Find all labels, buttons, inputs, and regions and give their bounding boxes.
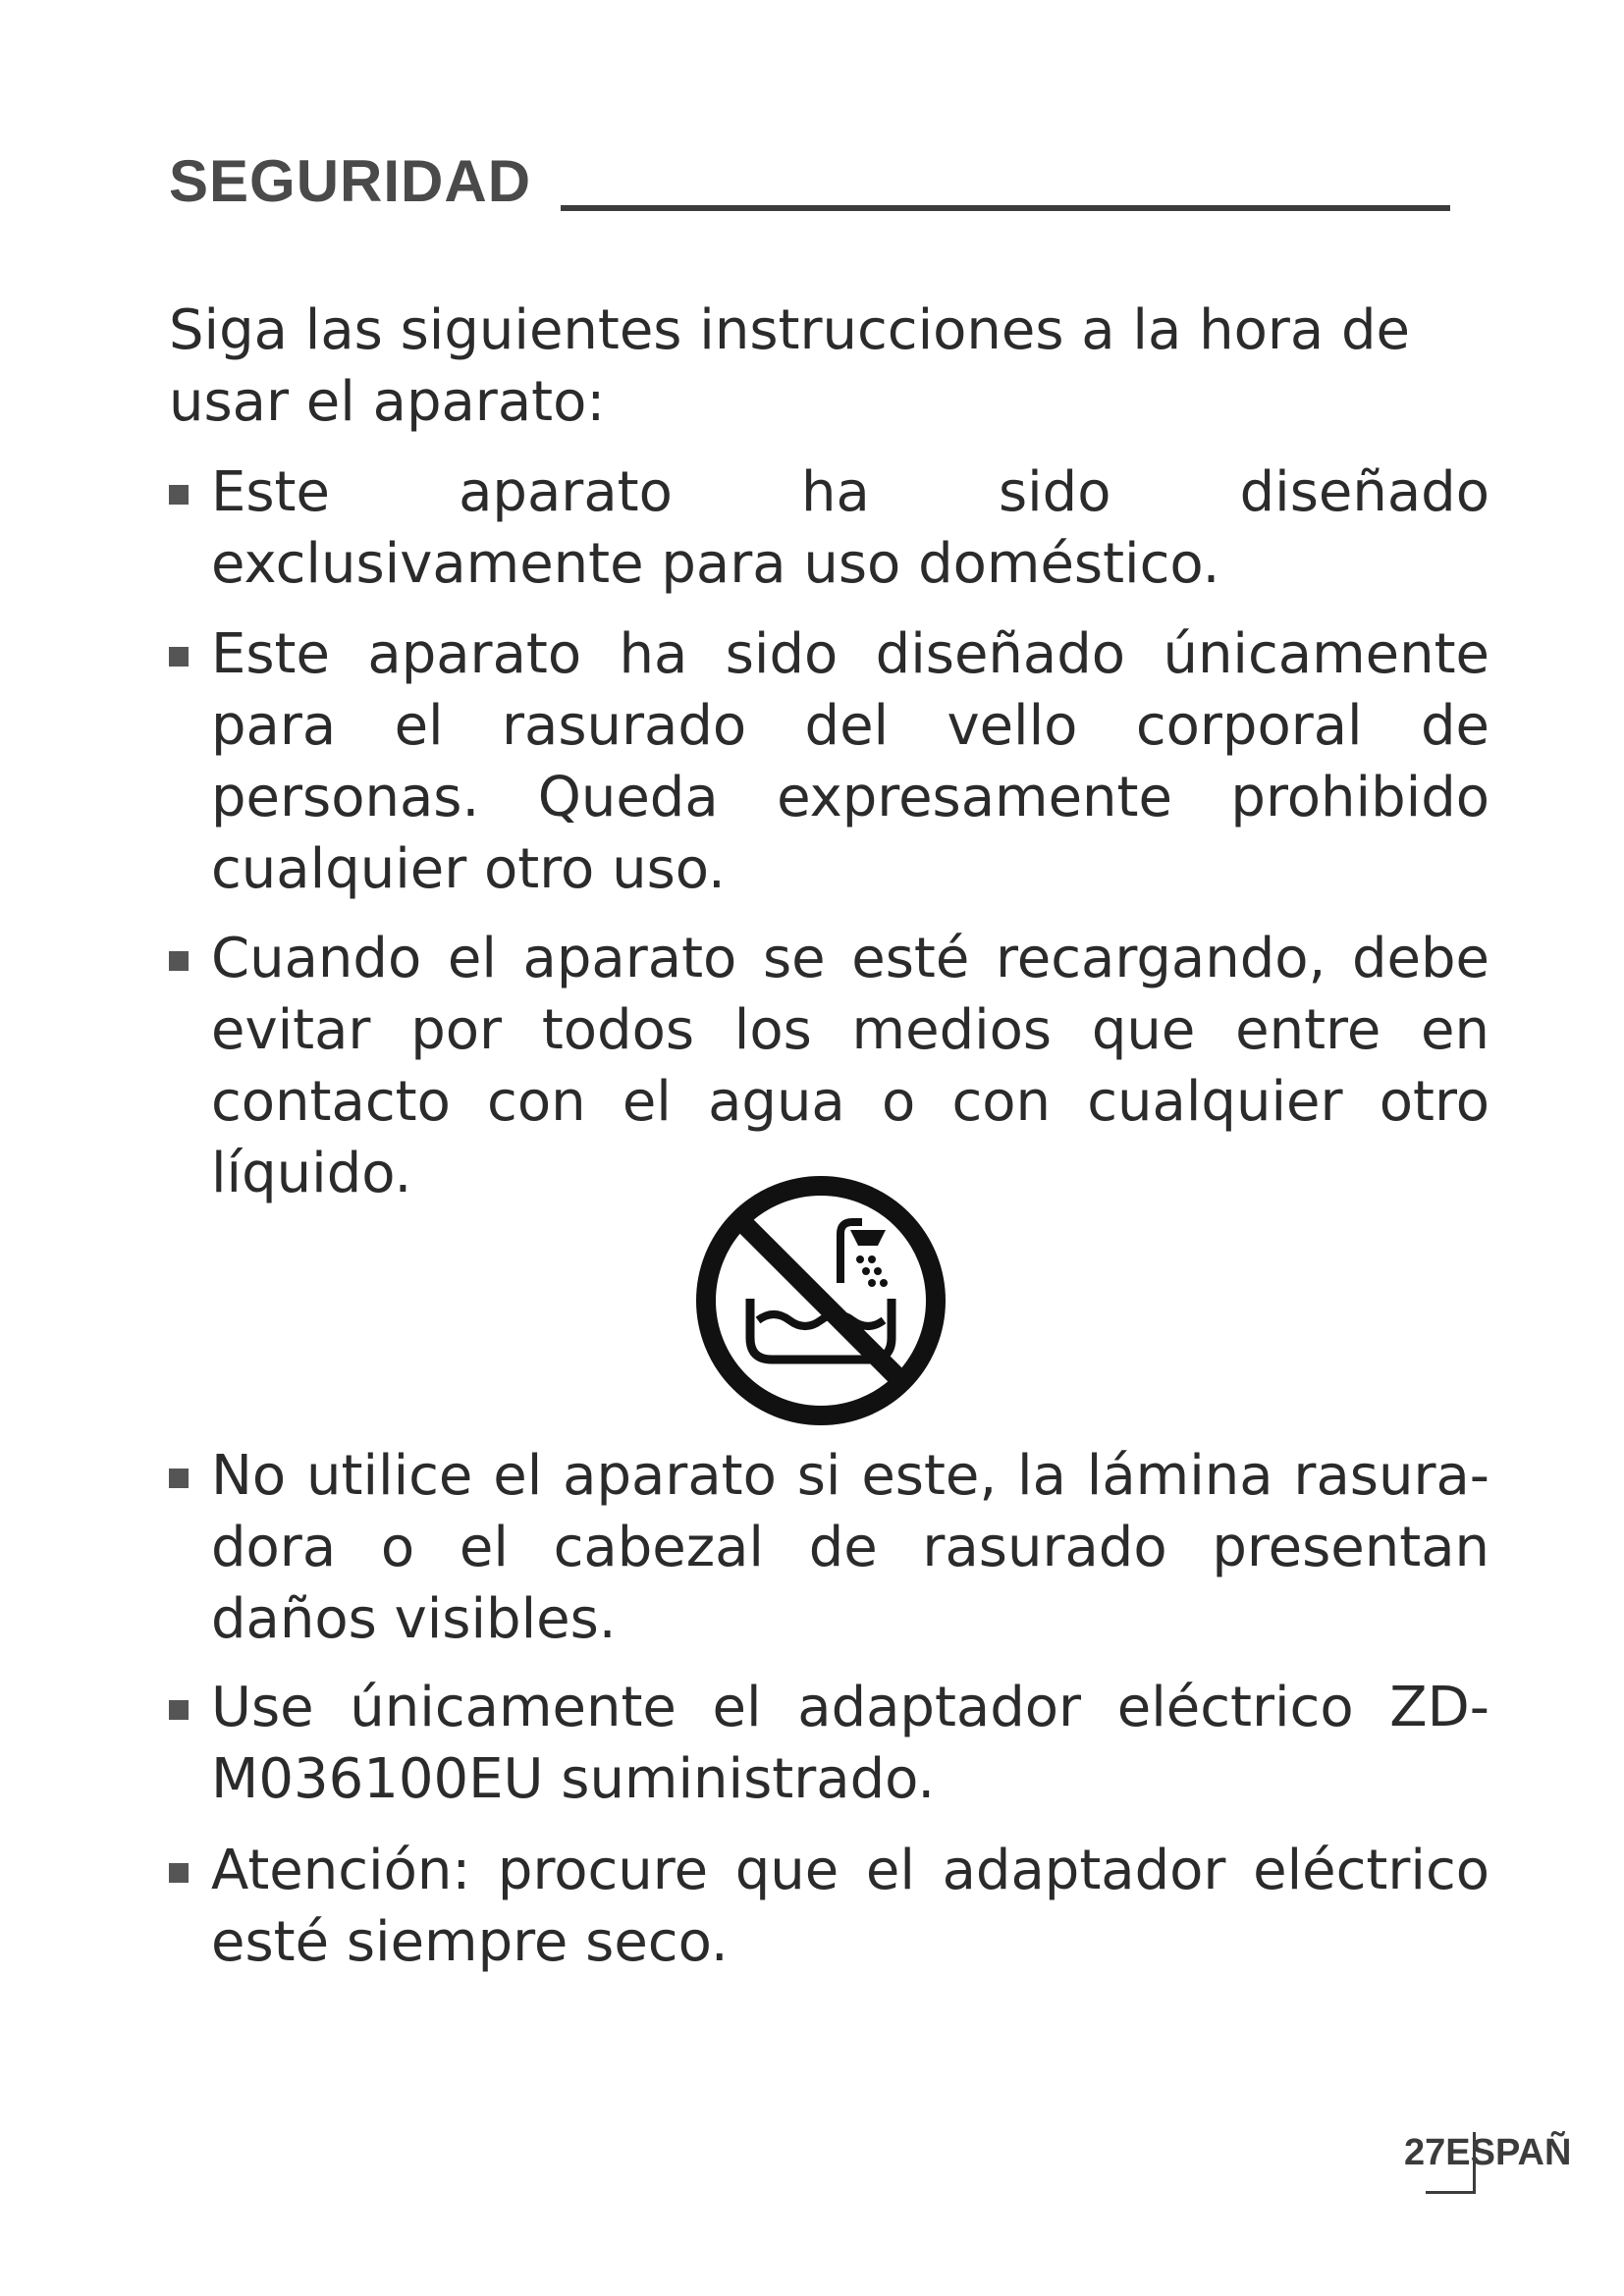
page-footer bbox=[1404, 2132, 1571, 2174]
bullet-marker bbox=[169, 1700, 189, 1720]
bullet-text: Este aparato ha sido diseñado exclusivamente para uso doméstico. bbox=[211, 460, 1489, 596]
bullet-text: Atención: procure que el adaptador eléctrico esté siempre seco. bbox=[211, 1839, 1489, 1974]
language-label: ESPAÑ bbox=[1445, 2132, 1572, 2173]
bullet-item bbox=[169, 618, 1489, 906]
bullet-item bbox=[169, 1440, 1489, 1655]
section-heading bbox=[169, 148, 1450, 214]
bullet-marker bbox=[169, 1468, 189, 1488]
bullet-item bbox=[169, 923, 1489, 1209]
bullet-list-top bbox=[169, 456, 1489, 1209]
section-title: SEGURIDAD bbox=[169, 148, 532, 214]
heading-rule bbox=[561, 205, 1450, 211]
bullet-list-bottom bbox=[169, 1440, 1489, 1978]
no-water-bath-icon bbox=[693, 1173, 948, 1428]
bullet-text: Use únicamente el adaptador eléctrico ZD-M036100EU suministrado. bbox=[211, 1676, 1489, 1811]
bullet-text: Cuando el aparato se esté recargando, debe evitar por todos los medios que entre en contacto con el agua o con cualquier otro líquido. bbox=[211, 927, 1489, 1205]
bullet-marker bbox=[169, 951, 189, 971]
bullet-marker bbox=[169, 1863, 189, 1883]
bullet-text: Este aparato ha sido diseñado únicamente para el rasurado del vello corporal de personas. Queda expresamente prohibido cualquier otro uso. bbox=[211, 622, 1489, 901]
bullet-item bbox=[169, 456, 1489, 602]
intro-text: Siga las siguientes instrucciones a la hora de usar el aparato: bbox=[169, 298, 1410, 434]
bullet-item bbox=[169, 1672, 1489, 1815]
bullet-item bbox=[169, 1835, 1489, 1978]
page-number: 27 bbox=[1404, 2132, 1446, 2173]
bullet-marker bbox=[169, 647, 189, 667]
bullet-marker bbox=[169, 485, 189, 505]
bullet-text: No utilice el aparato si este, la lámina rasuradora o el cabezal de rasurado presentan daños visibles. bbox=[211, 1444, 1489, 1651]
